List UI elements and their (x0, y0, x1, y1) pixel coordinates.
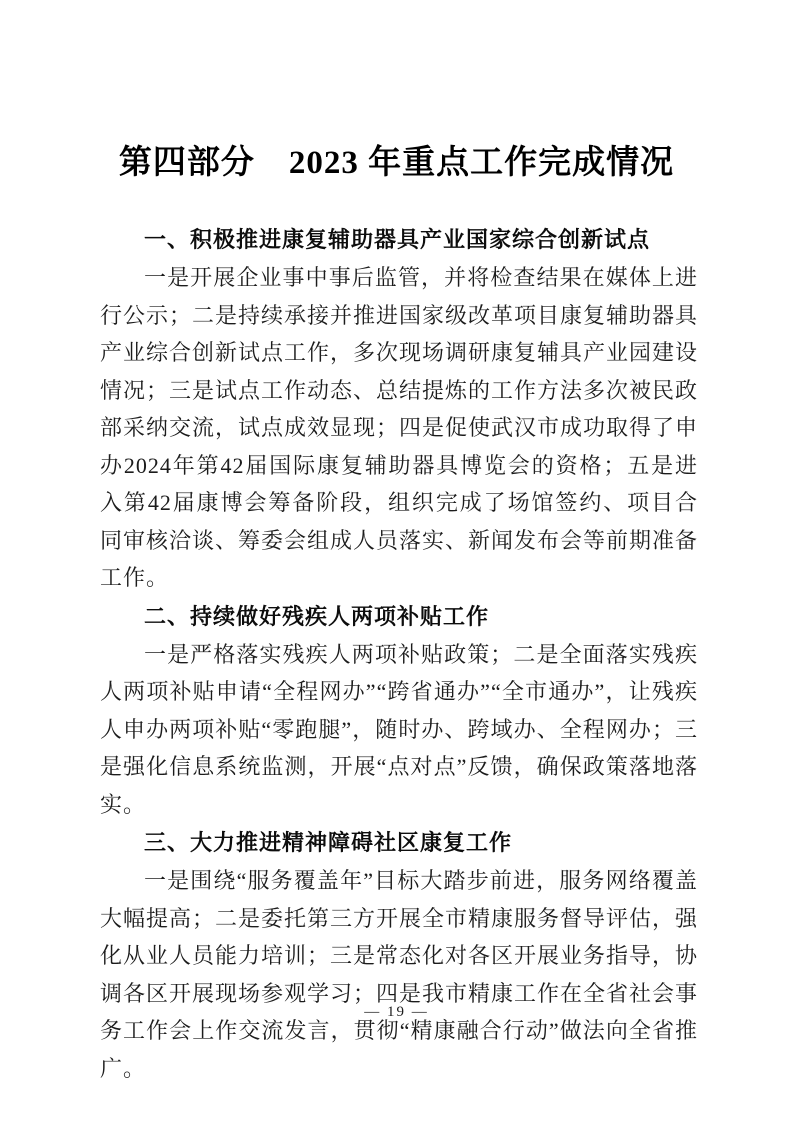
document-body (100, 221, 698, 1088)
section-1-paragraph: 一是开展企业事中事后监管，并将检查结果在媒体上进行公示；二是持续承接并推进国家级改革项目康复辅助器具产业综合创新试点工作，多次现场调研康复辅具产业园建设情况；三是试点工作动态、总结提炼的工作方法多次被民政部采纳交流，试点成效显现；四是促使武汉市成功取得了申办2024年第42届国际康复辅助器具博览会的资格；五是进入第42届康博会筹备阶段，组织完成了场馆签约、项目合同审核洽谈、筹委会组成人员落实、新闻发布会等前期准备工作。 (100, 265, 699, 590)
section-1 (100, 221, 698, 597)
section-2-paragraph: 一是严格落实残疾人两项补贴政策；二是全面落实残疾人两项补贴申请“全程网办”“跨省通办”“全市通办”，让残疾人申办两项补贴“零跑腿”，随时办、跨域办、全程网办；三是强化信息系统监测，开展“点对点”反馈，确保政策落地落实。 (100, 641, 698, 817)
section-2-heading: 二、持续做好残疾人两项补贴工作 (144, 603, 490, 629)
document-title: 第四部分 2023 年重点工作完成情况 (118, 145, 675, 181)
section-3 (100, 824, 698, 1087)
section-2 (100, 598, 698, 824)
section-3-paragraph: 一是围绕“服务覆盖年”目标大踏步前进，服务网络覆盖大幅提高；二是委托第三方开展全市精康服务督导评估，强化从业人员能力培训；三是常态化对各区开展业务指导，协调各区开展现场参观学习；四是我市精康工作在全省社会事务工作会上作交流发言，贯彻“精康融合行动”做法向全省推广。 (100, 868, 699, 1081)
section-3-heading: 三、大力推进精神障碍社区康复工作 (144, 830, 513, 855)
page-number: — 19 — (364, 1004, 429, 1020)
section-1-heading: 一、积极推进康复辅助器具产业国家综合创新试点 (144, 227, 651, 252)
